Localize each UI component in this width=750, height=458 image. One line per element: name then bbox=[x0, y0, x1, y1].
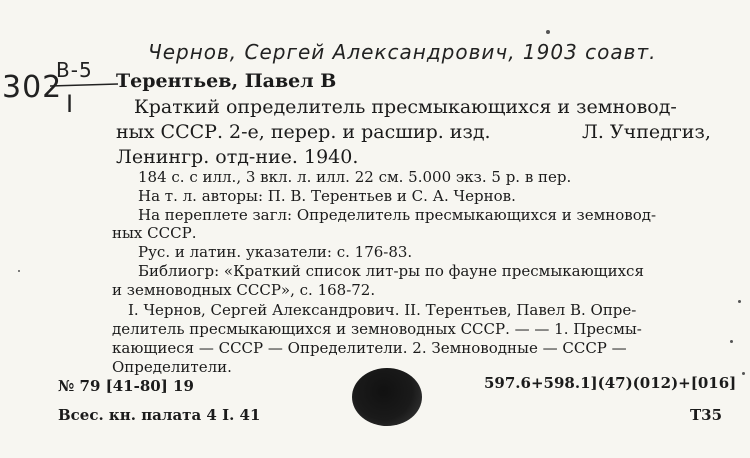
publisher: Л. Учпедгиз, bbox=[582, 121, 711, 143]
title-line-2: ных СССР. 2-е, перер. и расшир. изд. bbox=[116, 121, 491, 143]
title-line-1: Краткий определитель пресмыкающихся и земновод- bbox=[134, 96, 677, 118]
card-heading: Терентьев, Павел В bbox=[116, 70, 337, 92]
body-line-4: ных СССР. bbox=[112, 224, 197, 242]
footer-classification: 597.6+598.1](47)(012)+[016] bbox=[484, 374, 737, 392]
speck bbox=[546, 30, 550, 34]
body-line-8: I. Чернов, Сергей Александрович. II. Терентьев, Павел В. Опре- bbox=[128, 301, 637, 319]
call-number-rule bbox=[50, 80, 120, 90]
body-line-2: На т. л. авторы: П. В. Терентьев и С. А. Чернов. bbox=[138, 187, 516, 205]
body-line-7: и земноводных СССР», с. 168-72. bbox=[112, 281, 376, 299]
body-line-10: кающиеся — СССР — Определители. 2. Земноводные — СССР — bbox=[112, 339, 627, 357]
handwritten-call-number-left: 302 bbox=[2, 70, 63, 105]
handwritten-author-note: Чернов, Сергей Александрович, 1903 соавт. bbox=[148, 40, 657, 64]
footer-code: Т35 bbox=[690, 406, 723, 424]
ink-blot bbox=[352, 368, 422, 426]
handwritten-call-number-bottom: I bbox=[66, 90, 75, 118]
body-line-9: делитель пресмыкающихся и земноводных СССР. — — 1. Пресмы- bbox=[112, 320, 642, 338]
body-line-3: На переплете загл: Определитель пресмыкающихся и земновод- bbox=[138, 206, 657, 224]
body-line-5: Рус. и латин. указатели: с. 176-83. bbox=[138, 243, 413, 261]
speck bbox=[738, 300, 741, 303]
speck bbox=[18, 270, 20, 272]
body-line-1: 184 с. с илл., 3 вкл. л. илл. 22 см. 5.000 экз. 5 р. в пер. bbox=[138, 168, 572, 186]
speck bbox=[742, 372, 745, 375]
body-line-6: Библиогр: «Краткий список лит-ры по фауне пресмыкающихся bbox=[138, 262, 644, 280]
speck bbox=[730, 340, 733, 343]
footer-chamber: Всес. кн. палата 4 I. 41 bbox=[58, 406, 261, 424]
footer-number: № 79 [41-80] 19 bbox=[58, 377, 194, 395]
title-line-3: Ленингр. отд-ние. 1940. bbox=[116, 146, 359, 168]
handwritten-call-number-top: B-5 bbox=[56, 58, 93, 82]
body-line-11: Определители. bbox=[112, 358, 232, 376]
